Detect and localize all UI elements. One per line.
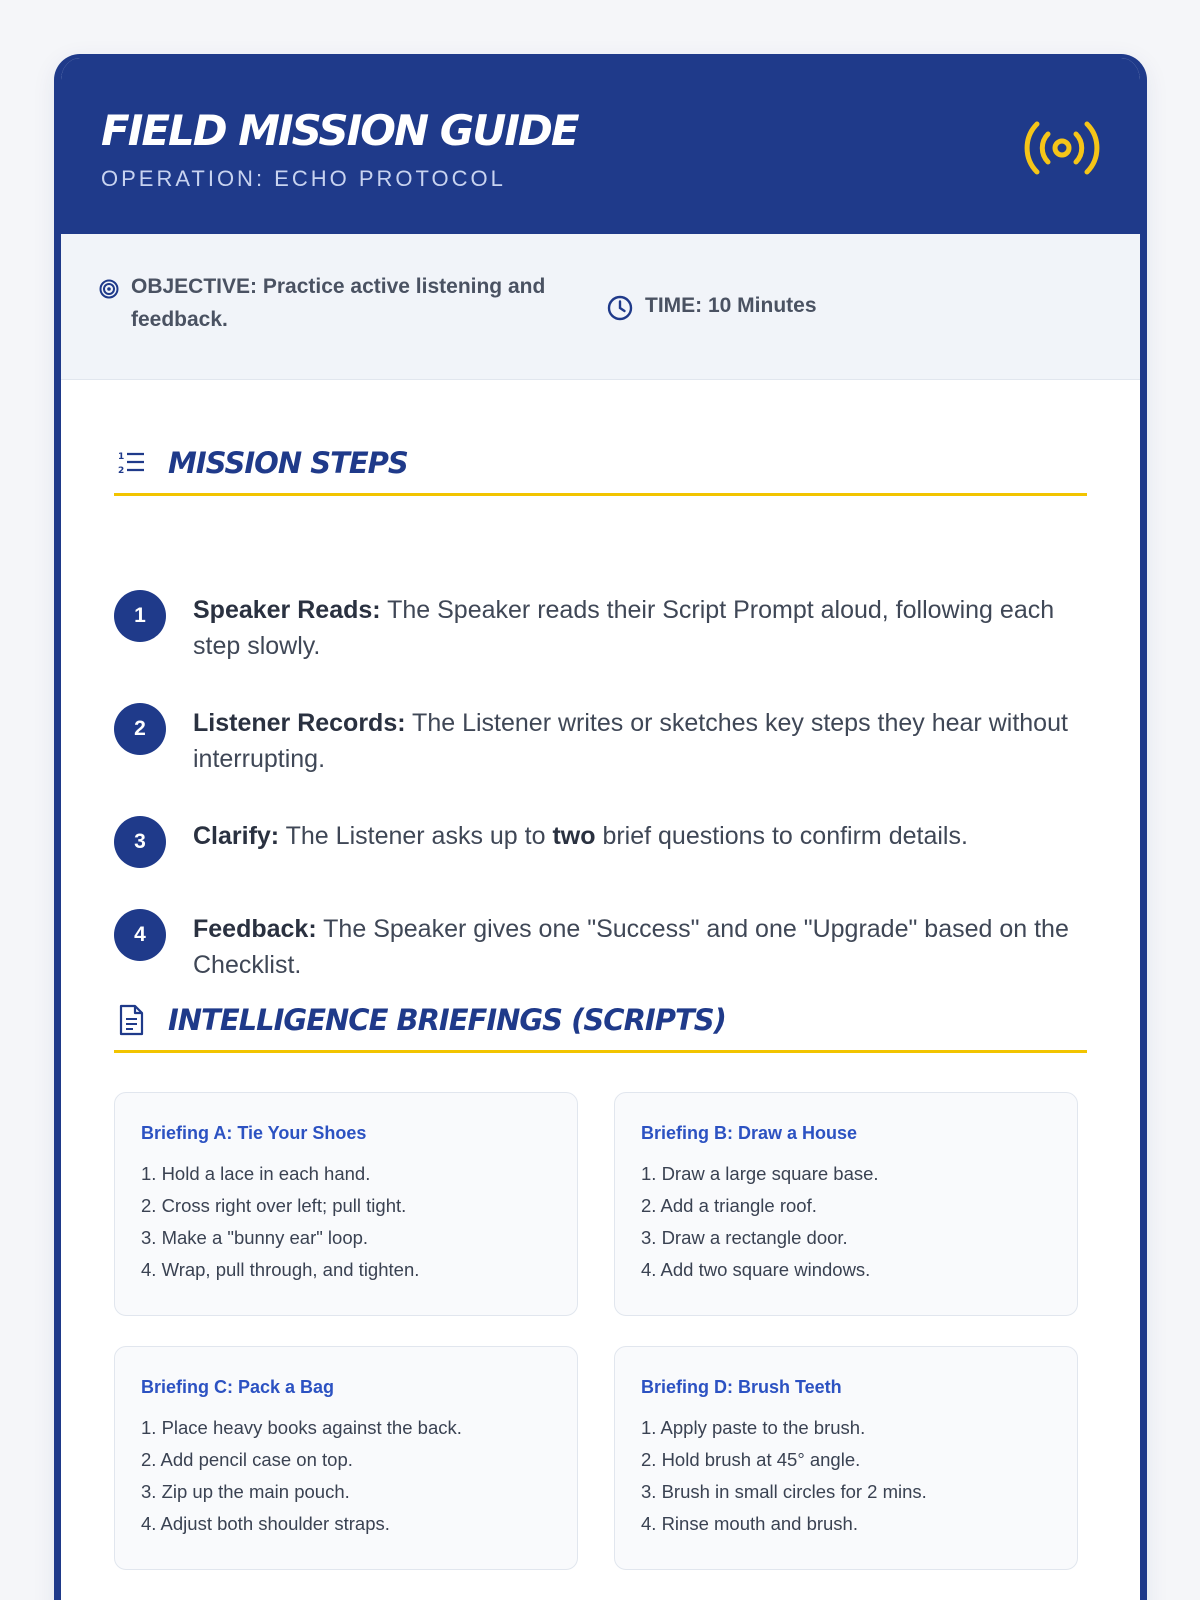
briefing-line: 4. Adjust both shoulder straps. [141, 1513, 390, 1534]
step-number: 3 [114, 816, 166, 868]
section-title: MISSION STEPS [168, 445, 408, 480]
briefing-card-d [614, 1346, 1078, 1570]
step-item [114, 816, 1087, 868]
step-label: Feedback: [193, 915, 317, 943]
briefing-line: 2. Add a triangle roof. [641, 1195, 817, 1216]
briefing-line: 1. Apply paste to the brush. [641, 1417, 866, 1438]
info-bar [61, 234, 1140, 380]
briefing-line: 1. Draw a large square base. [641, 1163, 879, 1184]
step-item [114, 703, 1087, 777]
step-text: The Listener writes or sketches key steps they hear without interrupting. [193, 709, 1068, 773]
briefing-title: Briefing D: Brush Teeth [641, 1377, 842, 1397]
step-label: Clarify: [193, 822, 280, 850]
briefing-line: 3. Zip up the main pouch. [141, 1481, 350, 1502]
mission-steps-heading [114, 432, 1087, 496]
briefing-line: 3. Draw a rectangle door. [641, 1227, 848, 1248]
briefing-line: 2. Hold brush at 45° angle. [641, 1449, 861, 1470]
briefing-title: Briefing A: Tie Your Shoes [141, 1123, 367, 1143]
svg-text:1: 1 [118, 451, 125, 462]
page-subtitle: OPERATION: ECHO PROTOCOL [101, 166, 506, 191]
briefing-title: Briefing B: Draw a House [641, 1123, 858, 1143]
objective [99, 270, 589, 336]
step-label: Listener Records: [193, 709, 406, 737]
briefings-heading [114, 989, 1087, 1053]
numbered-list-icon [116, 448, 146, 478]
briefing-card-c [114, 1346, 578, 1570]
section-title: INTELLIGENCE BRIEFINGS (SCRIPTS) [168, 1002, 726, 1037]
svg-text:2: 2 [118, 465, 125, 476]
document-icon [116, 1004, 146, 1036]
step-item [114, 909, 1087, 983]
mission-guide-card [54, 54, 1147, 1600]
page-title: FIELD MISSION GUIDE [101, 106, 578, 155]
briefing-line: 4. Wrap, pull through, and tighten. [141, 1259, 420, 1280]
broadcast-icon [1022, 116, 1102, 180]
briefing-title: Briefing C: Pack a Bag [141, 1377, 335, 1397]
briefing-line: 3. Brush in small circles for 2 mins. [641, 1481, 927, 1502]
briefing-line: 2. Cross right over left; pull tight. [141, 1195, 407, 1216]
step-text: brief questions to confirm details. [595, 822, 968, 850]
step-text: The Speaker reads their Script Prompt aloud, following each step slowly. [193, 596, 1055, 660]
briefing-card-b [614, 1092, 1078, 1316]
step-number: 4 [114, 909, 166, 961]
briefing-card-a [114, 1092, 578, 1316]
clock-icon [607, 295, 633, 321]
step-number: 2 [114, 703, 166, 755]
objective-text: OBJECTIVE: Practice active listening and feedback. [131, 275, 546, 331]
briefing-line: 1. Place heavy books against the back. [141, 1417, 462, 1438]
step-number: 1 [114, 590, 166, 642]
step-text: The Speaker gives one "Success" and one "Upgrade" based on the Checklist. [193, 915, 1069, 979]
time-text: TIME: 10 Minutes [645, 294, 817, 317]
step-label: Speaker Reads: [193, 596, 381, 624]
target-icon [99, 279, 119, 299]
header [61, 58, 1140, 234]
step-text: The Listener asks up to [279, 822, 553, 850]
briefing-line: 1. Hold a lace in each hand. [141, 1163, 371, 1184]
briefing-line: 3. Make a "bunny ear" loop. [141, 1227, 369, 1248]
briefing-line: 4. Add two square windows. [641, 1259, 871, 1280]
time [607, 289, 817, 322]
briefing-line: 4. Rinse mouth and brush. [641, 1513, 858, 1534]
step-item [114, 590, 1087, 664]
briefing-line: 2. Add pencil case on top. [141, 1449, 353, 1470]
step-emphasis: two [552, 822, 596, 850]
